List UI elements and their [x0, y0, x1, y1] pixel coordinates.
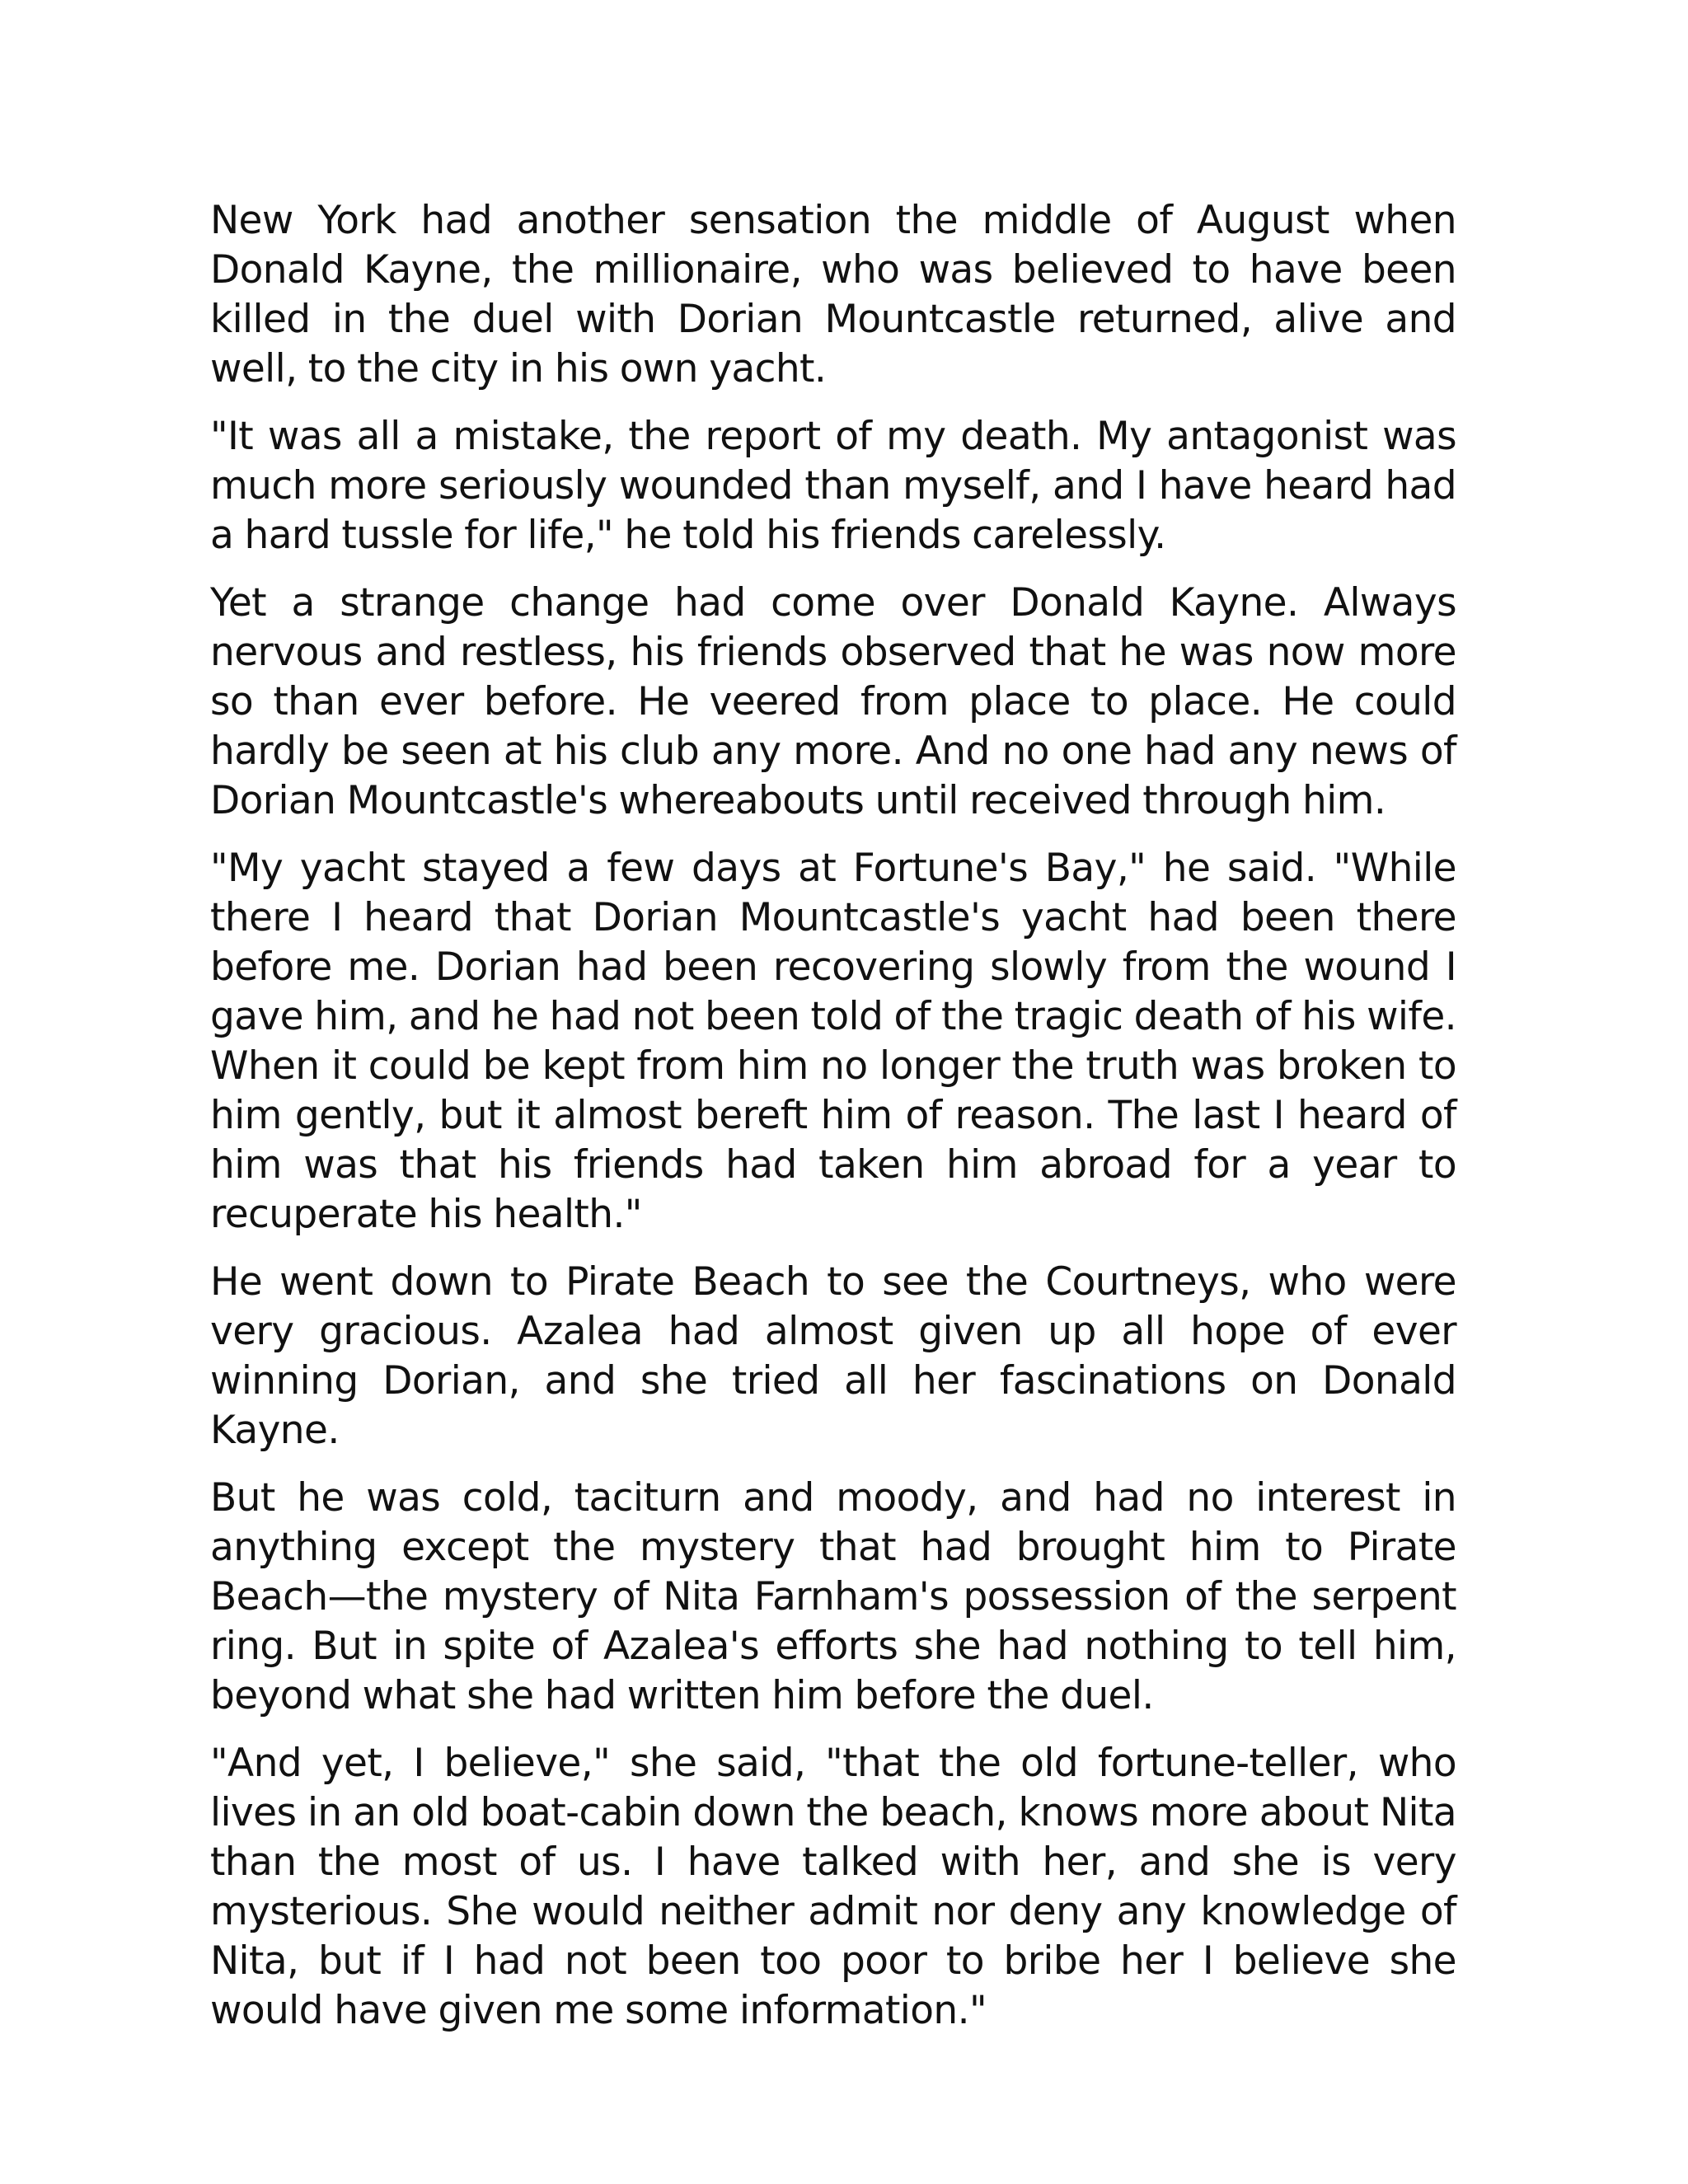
paragraph-7: "And yet, I believe," she said, "that the old fortune-teller, who lives in an old boat-cabin down the beach, knows more about Nita than the most of us. I have talked with her, and she is very mysterious. She would neither admit nor deny any knowledge of Nita, but if I had not been too poor to bribe her I believe she would have given me some information." [210, 1741, 1456, 2033]
document-page [210, 196, 1456, 2054]
paragraph-4: "My yacht stayed a few days at Fortune's Bay," he said. "While there I heard that Dorian Mountcastle's yacht had been there before me. Dorian had been recovering slowly from the wound I gave him, and he had not been told of the tragic death of his wife. When it could be kept from him no longer the truth was broken to him gently, but it almost bereft him of reason. The last I heard of him was that his friends had taken him abroad for a year to recuperate his health." [210, 846, 1456, 1237]
paragraph-6: But he was cold, taciturn and moody, and had no interest in anything except the mystery that had brought him to Pirate Beach—the mystery of Nita Farnham's possession of the serpent ring. But in spite of Azalea's efforts she had nothing to tell him, beyond what she had written him before the duel. [210, 1475, 1456, 1718]
paragraph-3: Yet a strange change had come over Donald Kayne. Always nervous and restless, his friends observed that he was now more so than ever before. He veered from place to place. He could hardly be seen at his club any more. And no one had any news of Dorian Mountcastle's whereabouts until received through him. [210, 580, 1456, 823]
paragraph-2: "It was all a mistake, the report of my death. My antagonist was much more seriously wounded than myself, and I have heard had a hard tussle for life," he told his friends carelessly. [210, 414, 1456, 558]
paragraph-5: He went down to Pirate Beach to see the Courtneys, who were very gracious. Azalea had almost given up all hope of ever winning Dorian, and she tried all her fascinations on Donald Kayne. [210, 1259, 1456, 1453]
paragraph-1: New York had another sensation the middle of August when Donald Kayne, the millionaire, who was believed to have been killed in the duel with Dorian Mountcastle returned, alive and well, to the city in his own yacht. [210, 198, 1456, 391]
